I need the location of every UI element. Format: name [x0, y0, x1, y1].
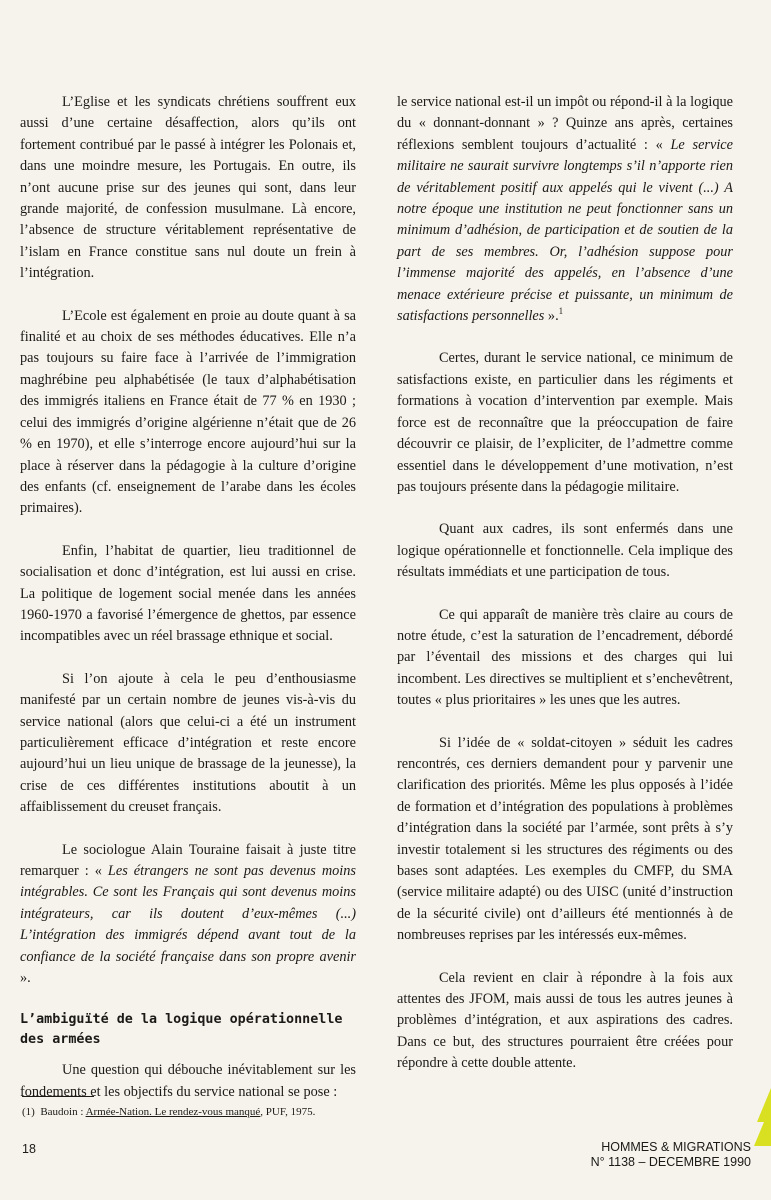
paragraph: Une question qui débouche inévitablement sur les fondements et les objectifs du service national se pose :	[20, 1062, 356, 1100]
quote-outro: ».	[20, 970, 31, 987]
paragraph: Si l’idée de « soldat-citoyen » séduit les cadres rencontrés, ces derniers demandent pour y parvenir une clarification des priorités. Même les plus opposés à l’idée de formation et d’intégration des populations à problèmes d’intégration dans la société par l’armée, sont prêts à s’y investir totalement si les structures des régiments ou des bases sont adaptées. Les exemples du CMFP, du SMA (service militaire adapté) ou des UISC (unité d’instruction de la sécurité civile) ont d’ailleurs été mentionnés à de nombreuses reprises par les intéressés eux-mêmes.	[397, 734, 733, 944]
journal-masthead	[591, 1140, 751, 1170]
footnote-number: (1)	[22, 1106, 35, 1118]
footnote	[22, 1105, 315, 1119]
paragraph: Quant aux cadres, ils sont enfermés dans une logique opérationnelle et fonctionnelle. Cela implique des résultats immédiats et une participation de tous.	[397, 521, 733, 581]
paragraph: L’Ecole est également en proie au doute quant à sa finalité et au choix de ses méthodes éducatives. Elle n’a pas toujours su faire face à l’arrivée de l’immigration maghrébine peu alphabétisée (le taux d’alphabétisation des immigrés italiens en France était de 77 % en 1930 ; celui des immigrés d’origine algérienne n’était que de 26 % en 1970), et elle s’interroge encore aujourd’hui sur la place à réserver dans la pédagogie à la culture d’origine des enfants (cf. enseignement de l’arabe dans les écoles primaires).	[20, 307, 356, 517]
brand-mark-icon	[751, 1088, 771, 1146]
paragraph: Ce qui apparaît de manière très claire au cours de notre étude, c’est la saturation de l’encadrement, débordé par l’éventail des missions et des charges qui lui incombent. Les directives se multiplient et s’enchevêtrent, toutes « plus prioritaires » les unes que les autres.	[397, 606, 733, 709]
footnote-reference: 1	[558, 306, 564, 317]
paragraph-quote-service	[397, 92, 733, 327]
quote-intro: Le sociologue Alain Touraine faisait à juste titre remarquer : «	[20, 841, 356, 879]
left-column	[20, 92, 356, 1124]
paragraph-quote-touraine	[20, 840, 356, 990]
paragraph: L’Eglise et les syndicats chrétiens souffrent eux aussi d’une certaine désaffection, alors qu’ils ont fortement contribué par le passé à intégrer les Polonais et, dans une moindre mesure, les Portugais. En outre, ils n’ont aucune prise sur des jeunes qui sont, dans leur grande majorité, de confession musulmane. Là encore, l’absence de structure véritablement représentative de l’islam en France constitue sans nul doute un frein à l’intégration.	[20, 94, 356, 282]
footnote-author: Baudoin :	[40, 1106, 84, 1118]
footnote-divider	[22, 1096, 94, 1097]
section-heading: L’ambiguïté de la logique opérationnelle des armées	[20, 1012, 343, 1048]
quote-text: Le service militaire ne saurait survivre longtemps s’il n’apporte rien de véritablement positif aux appelés qui le vivent (...) A notre époque une institution ne peut fonctionner sans un minimum d’adhésion, de participation et de soutien de la part de ses membres. Or, l’adhésion suppose pour l’immense majorité des appelés, en l’absence d’une menace extérieure précise et puissante, un minimum de satisfactions personnelles	[397, 136, 733, 325]
journal-name: HOMMES & MIGRATIONS	[601, 1140, 751, 1154]
journal-issue: N° 1138 – DECEMBRE 1990	[590, 1155, 751, 1169]
footnote-publisher: , PUF, 1975.	[260, 1106, 316, 1118]
paragraph: Enfin, l’habitat de quartier, lieu traditionnel de socialisation et donc d’intégration, est lui aussi en crise. La politique de logement social menée dans les années 1960-1970 a favorisé l’émergence de ghettos, par essence incompatibles avec un réel brassage ethnique et social.	[20, 542, 356, 645]
quote-text: Les étrangers ne sont pas devenus moins intégrables. Ce sont les Français qui sont devenus moins intégrateurs, car ils doutent d’eux-mêmes (...) L’intégration des immigrés dépend avant tout de la confiance de la société française dans son propre avenir	[20, 863, 356, 965]
paragraph: Certes, durant le service national, ce minimum de satisfactions existe, en particulier dans les régiments et formations à vocation d’intervention par exemple. Mais force est de reconnaître que la préoccupation de faire découvrir ce plaisir, de l’expliciter, de l’admettre comme essentiel dans le développement d’une motivation, n’est pas toujours présente dans la pédagogie militaire.	[397, 350, 733, 495]
paragraph: Si l’on ajoute à cela le peu d’enthousiasme manifesté par un certain nombre de jeunes vis-à-vis du service national (alors que celui-ci a été un instrument particulièrement efficace d’intégration et reste encore aujourd’hui un lieu unique de brassage de la jeunesse), la crise de ces différentes institutions aboutit à un affaiblissement du creuset français.	[20, 670, 356, 816]
right-column	[397, 92, 733, 1096]
footnote-title: Armée-Nation. Le rendez-vous manqué	[85, 1106, 261, 1118]
quote-intro: le service national est-il un impôt ou répond-il à la logique du « donnant-donnant » ? Quinze ans après, certaines réflexions semblent toujours d’actualité : «	[397, 94, 733, 153]
quote-outro: ».	[547, 308, 559, 325]
paragraph: Cela revient en clair à répondre à la fois aux attentes des JFOM, mais aussi de tous les autres jeunes à problèmes d’intégration, et aux aspirations des cadres. Dans ce but, des structures pourraient être créées pour répondre à cette double attente.	[397, 969, 733, 1072]
page-number: 18	[22, 1142, 36, 1156]
